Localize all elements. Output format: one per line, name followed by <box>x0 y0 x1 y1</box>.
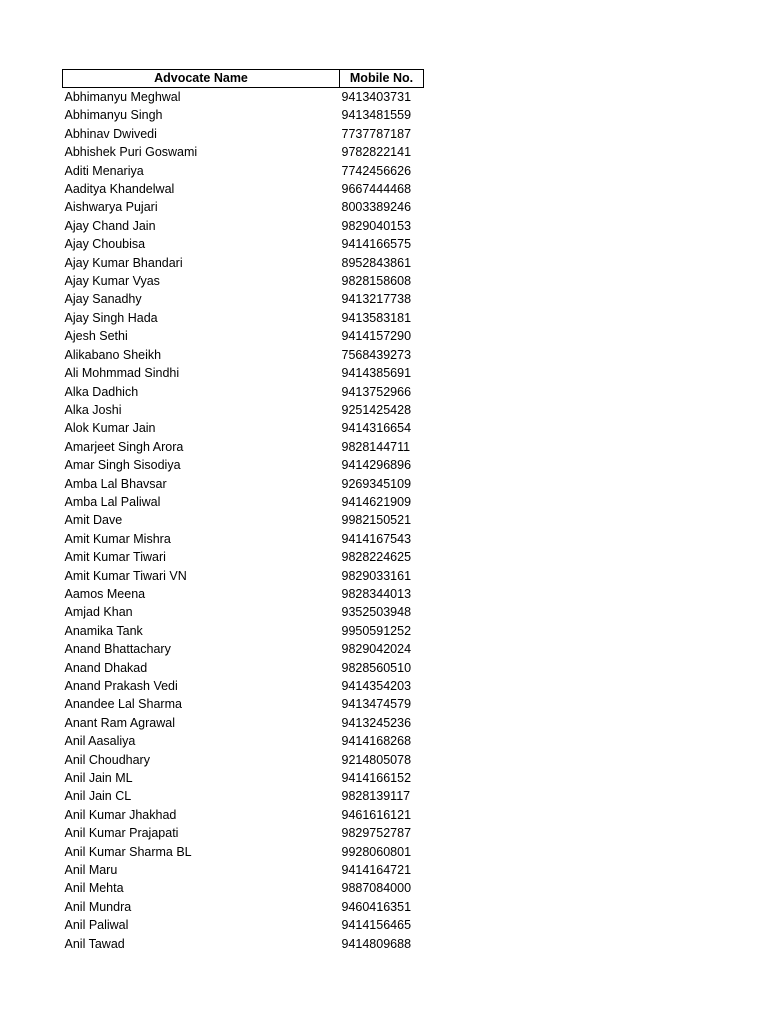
table-row <box>63 879 424 897</box>
table-row <box>63 585 424 603</box>
advocate-name-cell: Aaditya Khandelwal <box>64 182 175 197</box>
mobile-number-cell: 9413752966 <box>341 384 412 399</box>
table-row <box>63 861 424 879</box>
advocate-name-cell: Aamos Meena <box>64 586 146 601</box>
advocate-name-cell: Amit Kumar Mishra <box>64 531 171 546</box>
mobile-number-cell: 9269345109 <box>341 476 412 491</box>
advocate-name-cell: Anandee Lal Sharma <box>64 697 182 712</box>
mobile-number-cell: 9414296896 <box>341 458 412 473</box>
advocate-name-cell: Amit Kumar Tiwari VN <box>64 568 187 583</box>
table-row <box>63 677 424 695</box>
mobile-number-cell: 8952843861 <box>341 255 412 270</box>
mobile-number-cell: 9413481559 <box>341 108 412 123</box>
mobile-number-cell: 9414156465 <box>341 918 412 933</box>
table-row <box>63 235 424 253</box>
table-row <box>63 916 424 934</box>
mobile-number-cell: 7737787187 <box>341 126 412 141</box>
table-row <box>63 88 424 107</box>
table-row <box>63 806 424 824</box>
mobile-number-cell: 9414166575 <box>341 237 412 252</box>
advocate-name-cell: Alka Joshi <box>64 402 122 417</box>
advocate-name-cell: Anil Tawad <box>64 936 125 951</box>
table-row <box>63 898 424 916</box>
mobile-number-cell: 9461616121 <box>341 807 412 822</box>
mobile-number-cell: 9829042024 <box>341 642 412 657</box>
table-row <box>63 548 424 566</box>
advocate-name-cell: Alikabano Sheikh <box>64 347 162 362</box>
table-row <box>63 456 424 474</box>
mobile-number-cell: 9828344013 <box>341 586 412 601</box>
table-row <box>63 198 424 216</box>
advocate-name-cell: Anil Mehta <box>64 881 124 896</box>
advocate-name-cell: Alka Dadhich <box>64 384 139 399</box>
mobile-number-cell: 9414621909 <box>341 494 412 509</box>
mobile-number-cell: 9414354203 <box>341 679 412 693</box>
table-row <box>63 346 424 364</box>
mobile-number-cell: 8003389246 <box>341 200 412 215</box>
advocate-name-cell: Ajay Sanadhy <box>64 292 142 307</box>
table-row <box>63 383 424 401</box>
table-row <box>63 751 424 769</box>
mobile-number-cell: 9413245236 <box>341 715 412 730</box>
mobile-number-cell: 9982150521 <box>341 513 412 528</box>
mobile-number-cell: 9828139117 <box>341 789 411 804</box>
table-row <box>63 438 424 456</box>
advocate-name-cell: Ajay Kumar Vyas <box>64 274 160 289</box>
advocate-name-cell: Amjad Khan <box>64 605 133 620</box>
mobile-number-cell: 9251425428 <box>341 402 412 417</box>
table-row <box>63 659 424 677</box>
advocate-name-cell: Ajay Choubisa <box>64 237 146 252</box>
table-row <box>63 364 424 382</box>
advocate-name-cell: Amit Kumar Tiwari <box>64 550 166 565</box>
table-row <box>63 309 424 327</box>
advocate-name-cell: Anil Jain CL <box>64 789 132 804</box>
advocate-name-cell: Anil Kumar Prajapati <box>64 826 179 841</box>
advocate-name-cell: Anand Bhattachary <box>64 642 171 657</box>
table-row <box>63 475 424 493</box>
table-row <box>63 419 424 437</box>
advocate-name-cell: Abhishek Puri Goswami <box>64 145 198 160</box>
advocate-sheet <box>62 69 424 953</box>
advocate-name-cell: Amba Lal Bhavsar <box>64 476 167 491</box>
mobile-number-cell: 9413474579 <box>341 697 412 712</box>
mobile-number-cell: 9214805078 <box>341 752 412 767</box>
mobile-number-cell: 9414316654 <box>341 421 412 436</box>
advocate-name-cell: Anil Jain ML <box>64 771 133 786</box>
advocate-table <box>62 69 424 953</box>
table-row <box>63 622 424 640</box>
table-row <box>63 162 424 180</box>
mobile-number-cell: 9414385691 <box>341 366 412 381</box>
advocate-name-cell: Ajay Chand Jain <box>64 218 156 233</box>
table-row <box>63 714 424 732</box>
table-row <box>63 254 424 272</box>
advocate-name-cell: Anil Mundra <box>64 899 132 914</box>
table-row <box>63 143 424 161</box>
advocate-name-cell: Abhinav Dwivedi <box>64 126 157 141</box>
advocate-name-cell: Aditi Menariya <box>64 163 144 178</box>
table-row <box>63 567 424 585</box>
advocate-name-cell: Anil Maru <box>64 863 118 878</box>
mobile-number-cell: 9414164721 <box>341 863 412 878</box>
mobile-number-cell: 9414168268 <box>341 734 412 749</box>
advocate-name-cell: Anant Ram Agrawal <box>64 715 175 730</box>
advocate-name-cell: Anand Prakash Vedi <box>64 679 178 693</box>
mobile-number-cell: 7742456626 <box>341 163 412 178</box>
advocate-name-cell: Anand Dhakad <box>64 660 148 675</box>
table-body <box>63 88 424 954</box>
advocate-name-cell: Ajay Singh Hada <box>64 310 158 325</box>
mobile-number-cell: 9828158608 <box>341 274 412 289</box>
table-row <box>63 769 424 787</box>
mobile-number-cell: 9352503948 <box>341 605 412 620</box>
table-row <box>63 290 424 308</box>
advocate-name-cell: Amit Dave <box>64 513 123 528</box>
advocate-name-cell: Amba Lal Paliwal <box>64 494 161 509</box>
mobile-number-cell: 7568439273 <box>341 347 412 362</box>
mobile-number-cell: 9828224625 <box>341 550 412 565</box>
table-row <box>63 493 424 511</box>
table-row <box>63 327 424 345</box>
mobile-number-cell: 9414167543 <box>341 531 412 546</box>
mobile-number-cell: 9414166152 <box>341 771 412 786</box>
mobile-number-cell: 9887084000 <box>341 881 412 896</box>
advocate-name-cell: Abhimanyu Meghwal <box>64 90 181 104</box>
advocate-name-cell: Aishwarya Pujari <box>64 200 158 215</box>
table-row <box>63 695 424 713</box>
mobile-number-cell: 9413217738 <box>341 292 412 307</box>
advocate-name-cell: Amarjeet Singh Arora <box>64 439 184 454</box>
table-row <box>63 125 424 143</box>
mobile-number-cell: 9829040153 <box>341 218 412 233</box>
header-row <box>63 70 424 88</box>
advocate-name-cell: Ajesh Sethi <box>64 329 128 344</box>
table-row <box>63 511 424 529</box>
table-row <box>63 843 424 861</box>
mobile-number-cell: 9460416351 <box>341 899 412 914</box>
mobile-number-cell: 9414809688 <box>341 936 412 951</box>
advocate-name-cell: Abhimanyu Singh <box>64 108 163 123</box>
advocate-name-cell: Amar Singh Sisodiya <box>64 458 181 473</box>
header-mobile-no: Mobile No. <box>340 70 424 88</box>
table-row <box>63 603 424 621</box>
table-row <box>63 180 424 198</box>
table-row <box>63 530 424 548</box>
mobile-number-cell: 9413403731 <box>341 90 412 104</box>
advocate-name-cell: Anil Choudhary <box>64 752 150 767</box>
table-row <box>63 824 424 842</box>
advocate-name-cell: Anil Kumar Sharma BL <box>64 844 192 859</box>
table-row <box>63 935 424 953</box>
advocate-name-cell: Anil Paliwal <box>64 918 129 933</box>
mobile-number-cell: 9413583181 <box>341 310 412 325</box>
mobile-number-cell: 9829752787 <box>341 826 412 841</box>
mobile-number-cell: 9782822141 <box>341 145 412 160</box>
mobile-number-cell: 9928060801 <box>341 844 412 859</box>
advocate-name-cell: Anamika Tank <box>64 623 143 638</box>
advocate-name-cell: Ajay Kumar Bhandari <box>64 255 183 270</box>
table-row <box>63 640 424 658</box>
advocate-name-cell: Anil Aasaliya <box>64 734 136 749</box>
advocate-name-cell: Alok Kumar Jain <box>64 421 156 436</box>
mobile-number-cell: 9950591252 <box>341 623 412 638</box>
table-row <box>63 106 424 124</box>
table-row <box>63 732 424 750</box>
mobile-number-cell: 9667444468 <box>341 182 412 197</box>
mobile-number-cell: 9828560510 <box>341 660 412 675</box>
table-row <box>63 217 424 235</box>
table-row <box>63 272 424 290</box>
advocate-name-cell: Anil Kumar Jhakhad <box>64 807 177 822</box>
table-row <box>63 787 424 805</box>
mobile-number-cell: 9414157290 <box>341 329 412 344</box>
table-row <box>63 401 424 419</box>
header-advocate-name: Advocate Name <box>63 70 340 88</box>
mobile-number-cell: 9828144711 <box>341 439 411 454</box>
advocate-name-cell: Ali Mohmmad Sindhi <box>64 366 180 381</box>
mobile-number-cell: 9829033161 <box>341 568 412 583</box>
